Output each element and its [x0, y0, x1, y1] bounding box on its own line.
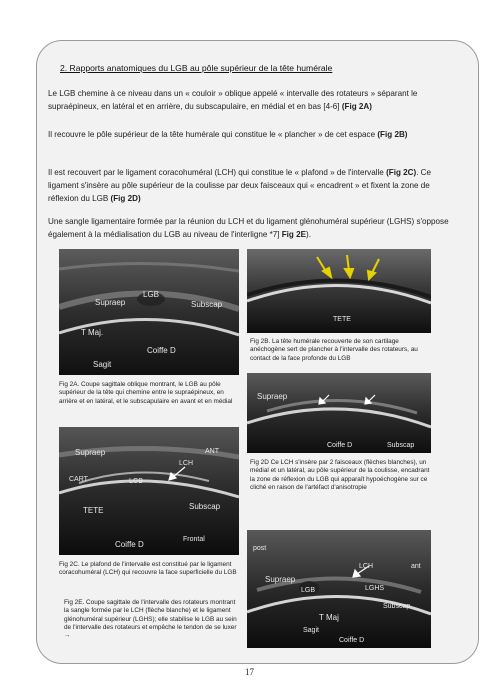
figure-2e-label-tmaj: T Maj: [319, 613, 339, 622]
figure-2e-ultrasound: [247, 530, 431, 648]
section-heading: 2. Rapports anatomiques du LGB au pôle supérieur de la tête humérale: [60, 63, 333, 73]
paragraph-4-text: Une sangle ligamentaire formée par la réunion du LCH et du ligament glénohuméral supérieur (LGHS) s'oppose également à la médialisation du LGB au niveau de l'interligne *7]: [48, 217, 449, 239]
figure-2c-label-subscap: Subscap: [189, 502, 221, 511]
paragraph-4-ref: Fig 2E: [281, 230, 307, 239]
figure-2c-label-supraep: Supraep: [75, 448, 106, 457]
paragraph-4-tail: ).: [306, 230, 311, 239]
figure-2a-ultrasound: [59, 249, 239, 375]
figure-2e-label-supraep: Supraep: [265, 575, 296, 584]
figure-2b-label-tete: TETE: [333, 316, 351, 323]
paragraph-3-text2: . Ce ligament s'insère au pôle supérieur de la coulisse par deux faisceaux qui « encadrent » et fixent la zone de réflexion du LGB: [48, 168, 432, 203]
paragraph-3-text: Il est recouvert par le ligament coracohuméral (LCH) qui constitue le « plafond » de l'intervalle: [48, 168, 387, 177]
figure-2c-label-lgb: LGB: [129, 478, 144, 485]
figure-2c-label-coiffe: Coiffe D: [115, 540, 144, 549]
paragraph-3-ref: (Fig 2C): [386, 168, 417, 177]
figure-2d-label-subscap: Subscap: [387, 442, 415, 449]
paragraph-1-ref: (Fig 2A): [341, 102, 372, 111]
figure-2a-label-lgb: LGB: [143, 290, 160, 299]
paragraph-2-ref: (Fig 2B): [377, 130, 408, 139]
figure-2a-label-supraep: Supraep: [95, 298, 126, 307]
figure-2e-label-coiffe: Coiffe D: [339, 637, 365, 644]
paragraph-3: [48, 166, 458, 205]
paragraph-1-text: Le LGB chemine à ce niveau dans un « couloir » oblique appelé « intervalle des rotateurs » séparant le supraépineux, en latéral et en arrière, du subscapulaire, en médial et en bas [4-6]: [48, 89, 418, 111]
page-number: 17: [245, 667, 254, 677]
paragraph-1: [48, 87, 458, 113]
figure-2c-label-lch: LCH: [179, 460, 194, 467]
figure-2e-label-lgb: LGB: [301, 587, 316, 594]
figure-2a-label-subscap: Subscap: [191, 300, 223, 309]
figure-2c-label-frontal: Frontal: [183, 536, 205, 543]
figure-2e-label-sagit: Sagit: [303, 627, 319, 634]
figure-2e-label-subscap: Subscap: [383, 603, 411, 610]
figure-2a-label-tmaj: T Maj.: [81, 328, 104, 337]
figure-2c-caption: Fig 2C. Le plafond de l'intervalle est constitué par le ligament coracohuméral (LCH) qui recouvre la face superficielle du LGB: [59, 561, 237, 577]
paragraph-2-text: Il recouvre le pôle supérieur de la tête humérale qui constitue le « plancher » de cet espace: [48, 130, 378, 139]
figure-2d-label-coiffe: Coiffe D: [327, 442, 353, 449]
figure-2a-label-coiffe: Coiffe D: [147, 346, 176, 355]
figure-2c-label-ant: ANT: [205, 448, 219, 455]
figure-2c-label-tete: TETE: [83, 506, 104, 515]
figure-2e-label-lghs: LGHS: [365, 585, 385, 592]
figure-2d-label-supraep: Supraep: [257, 392, 288, 401]
figure-2e-caption: Fig 2E. Coupe sagittale de l'intervalle des rotateurs montrant la sangle formée par le LCH (flèche blanche) et le ligament glénohuméral supérieur (LGHS); elle stabilise le LGB au sein de l'intervalle des rotateurs et empêche le tendon de se luxer →: [64, 599, 237, 640]
figure-2d-caption: Fig 2D Ce LCH s'insère par 2 faisceaux (flèches blanches), un médial et un latéral, au pôle supérieur de la coulisse, encadrant la zone de réflexion du LGB qui apparaît hypoéchogène sur ce cliché en raison de l'artéfact d'anisotropie: [250, 459, 430, 491]
figure-2a-caption: Fig 2A. Coupe sagittale oblique montrant, le LGB au pôle supérieur de la tête qui chemine entre le supraépineux, en arrière et en latéral, et le subscapulaire en avant et en médial: [59, 381, 233, 405]
paragraph-4: [48, 215, 458, 241]
paragraph-2: [48, 128, 458, 141]
figure-2e-label-ant: ant: [411, 563, 421, 570]
figure-2c-ultrasound: [59, 427, 239, 555]
figure-2d-ultrasound: [247, 373, 431, 453]
figure-2a-label-sagit: Sagit: [93, 360, 112, 369]
figure-2c-label-cart: CART: [69, 476, 88, 483]
figure-2b-caption: Fig 2B. La tête humérale recouverte de son cartilage anéchogène sert de plancher à l'intervalle des rotateurs, au contact de la face profonde du LGB: [250, 338, 418, 362]
figure-2e-label-lch: LCH: [359, 563, 374, 570]
figure-2e-label-post: post: [253, 545, 267, 552]
figure-2b-ultrasound: [247, 249, 431, 333]
paragraph-3-ref2: (Fig 2D): [110, 194, 141, 203]
